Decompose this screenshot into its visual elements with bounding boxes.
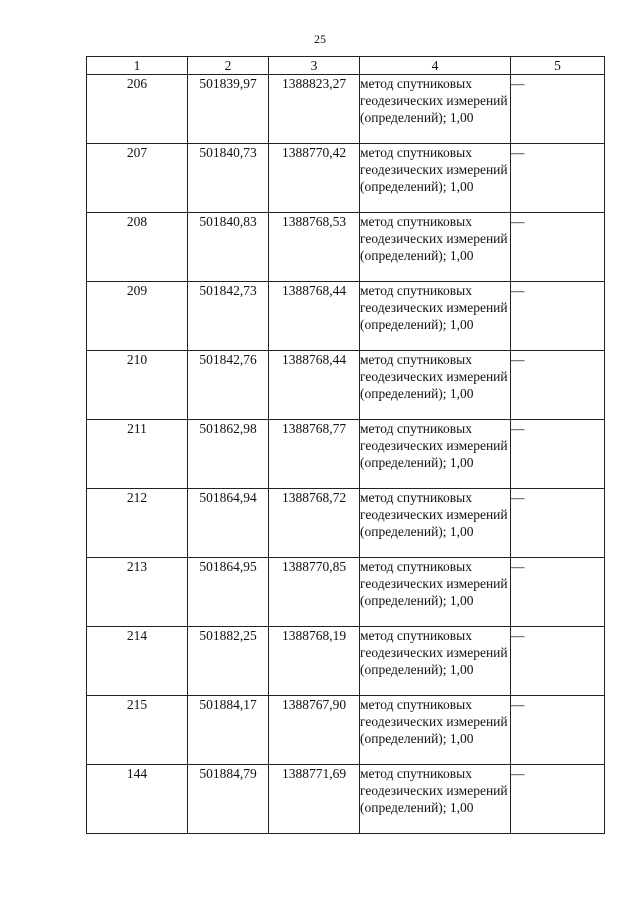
note-cell: — [511,351,605,420]
y-coordinate-cell: 1388768,44 [269,351,360,420]
method-cell: метод спутниковых геодезических измерений (определений); 1,00 [360,282,511,351]
table-row [87,765,605,834]
note-cell: — [511,420,605,489]
y-coordinate-cell: 1388770,42 [269,144,360,213]
note-cell: — [511,282,605,351]
note-cell: — [511,213,605,282]
table-row [87,489,605,558]
column-header-4: 4 [360,57,511,75]
point-number-cell: 209 [87,282,188,351]
table-row [87,558,605,627]
method-cell: метод спутниковых геодезических измерений (определений); 1,00 [360,765,511,834]
table-row [87,627,605,696]
table-row [87,144,605,213]
method-cell: метод спутниковых геодезических измерений (определений); 1,00 [360,558,511,627]
x-coordinate-cell: 501842,73 [188,282,269,351]
point-number-cell: 212 [87,489,188,558]
point-number-cell: 206 [87,75,188,144]
y-coordinate-cell: 1388768,53 [269,213,360,282]
table-row [87,420,605,489]
x-coordinate-cell: 501842,76 [188,351,269,420]
point-number-cell: 214 [87,627,188,696]
table-body [87,75,605,834]
coordinates-table [86,56,605,834]
table-row [87,351,605,420]
y-coordinate-cell: 1388768,44 [269,282,360,351]
x-coordinate-cell: 501840,73 [188,144,269,213]
note-cell: — [511,144,605,213]
method-cell: метод спутниковых геодезических измерений (определений); 1,00 [360,489,511,558]
y-coordinate-cell: 1388768,77 [269,420,360,489]
x-coordinate-cell: 501884,79 [188,765,269,834]
table-row [87,213,605,282]
y-coordinate-cell: 1388767,90 [269,696,360,765]
table-header-row [87,57,605,75]
x-coordinate-cell: 501864,94 [188,489,269,558]
method-cell: метод спутниковых геодезических измерений (определений); 1,00 [360,696,511,765]
note-cell: — [511,765,605,834]
y-coordinate-cell: 1388768,72 [269,489,360,558]
method-cell: метод спутниковых геодезических измерений (определений); 1,00 [360,420,511,489]
x-coordinate-cell: 501840,83 [188,213,269,282]
method-cell: метод спутниковых геодезических измерений (определений); 1,00 [360,213,511,282]
note-cell: — [511,75,605,144]
method-cell: метод спутниковых геодезических измерений (определений); 1,00 [360,75,511,144]
column-header-3: 3 [269,57,360,75]
point-number-cell: 208 [87,213,188,282]
x-coordinate-cell: 501884,17 [188,696,269,765]
point-number-cell: 144 [87,765,188,834]
point-number-cell: 215 [87,696,188,765]
x-coordinate-cell: 501864,95 [188,558,269,627]
table-row [87,696,605,765]
note-cell: — [511,627,605,696]
point-number-cell: 207 [87,144,188,213]
x-coordinate-cell: 501882,25 [188,627,269,696]
page-number: 25 [314,32,326,46]
column-header-2: 2 [188,57,269,75]
note-cell: — [511,489,605,558]
x-coordinate-cell: 501839,97 [188,75,269,144]
y-coordinate-cell: 1388823,27 [269,75,360,144]
x-coordinate-cell: 501862,98 [188,420,269,489]
y-coordinate-cell: 1388768,19 [269,627,360,696]
note-cell: — [511,558,605,627]
point-number-cell: 211 [87,420,188,489]
method-cell: метод спутниковых геодезических измерений (определений); 1,00 [360,627,511,696]
method-cell: метод спутниковых геодезических измерений (определений); 1,00 [360,351,511,420]
point-number-cell: 213 [87,558,188,627]
method-cell: метод спутниковых геодезических измерений (определений); 1,00 [360,144,511,213]
table-row [87,75,605,144]
column-header-5: 5 [511,57,605,75]
y-coordinate-cell: 1388770,85 [269,558,360,627]
table-row [87,282,605,351]
point-number-cell: 210 [87,351,188,420]
column-header-1: 1 [87,57,188,75]
y-coordinate-cell: 1388771,69 [269,765,360,834]
note-cell: — [511,696,605,765]
